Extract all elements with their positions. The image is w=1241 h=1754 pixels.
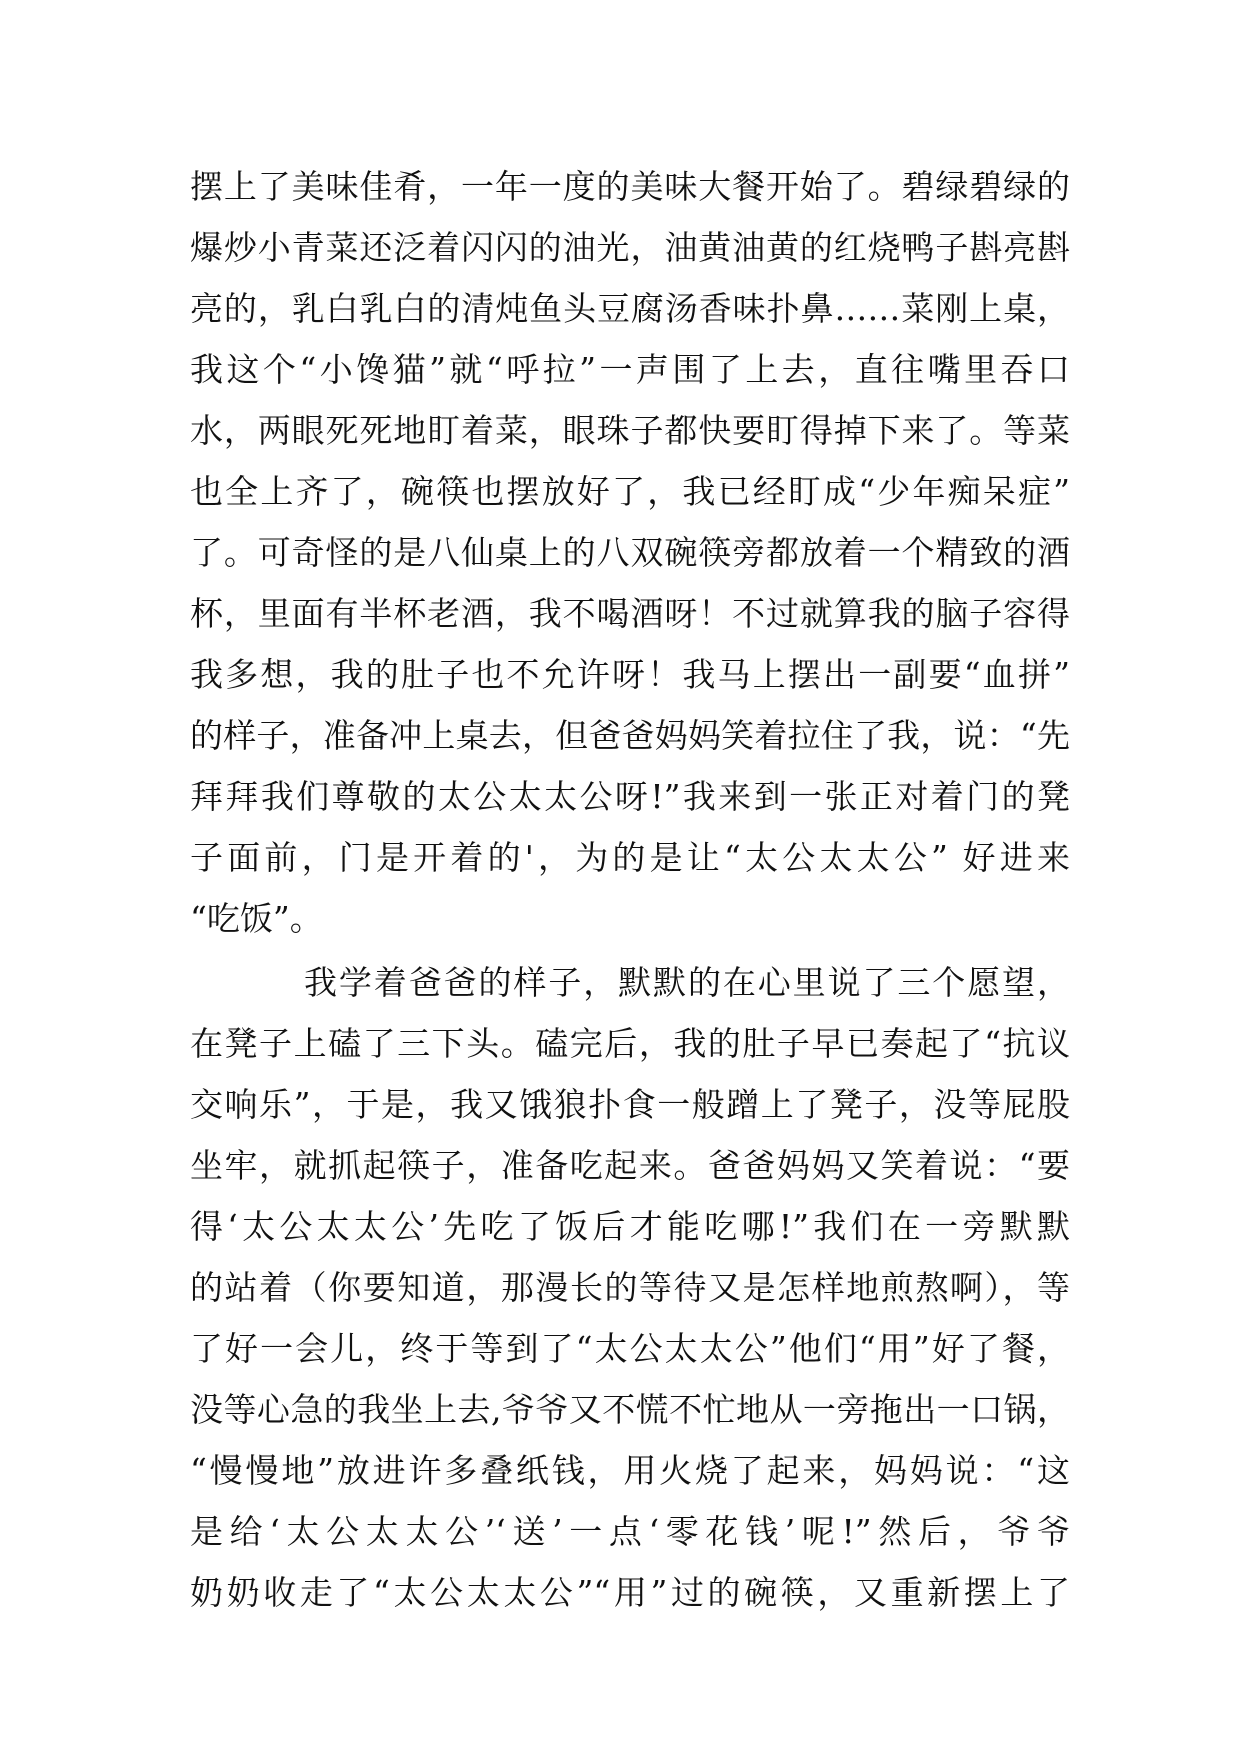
text-line: “吃饭”。: [190, 899, 323, 938]
text-line: 我多想，我的肚子也不允许呀！我马上摆出一副要“血拼”: [190, 655, 1070, 694]
text-line: 拜拜我们尊敬的太公太太公呀!”我来到一张正对着门的凳: [190, 777, 1070, 816]
paragraph-2: [190, 952, 1070, 1623]
text-line: 我学着爸爸的样子，默默的在心里说了三个愿望，: [304, 963, 1070, 1002]
text-line: 了好一会儿，终于等到了“太公太太公”他们“用”好了餐，: [190, 1329, 1070, 1368]
text-line: 交响乐”，于是，我又饿狼扑食一般蹭上了凳子，没等屁股: [190, 1085, 1070, 1124]
text-line: 在凳子上磕了三下头。磕完后，我的肚子早已奏起了“抗议: [190, 1024, 1070, 1063]
text-line: 爆炒小青菜还泛着闪闪的油光，油黄油黄的红烧鸭子斟亮斟: [190, 228, 1070, 267]
text-line: “慢慢地”放进许多叠纸钱，用火烧了起来，妈妈说：“这: [190, 1451, 1070, 1490]
paragraph-1: [190, 156, 1070, 949]
text-line: 的站着（你要知道，那漫长的等待又是怎样地煎熬啊），等: [190, 1268, 1070, 1307]
text-line: 子面前，门是开着的'，为的是让“太公太太公” 好进来: [190, 838, 1070, 877]
text-line: 得‘太公太太公’先吃了饭后才能吃哪!”我们在一旁默默: [190, 1207, 1070, 1246]
text-line: 没等心急的我坐上去,爷爷又不慌不忙地从一旁拖出一口锅，: [190, 1390, 1070, 1429]
text-line: 摆上了美味佳肴，一年一度的美味大餐开始了。碧绿碧绿的: [190, 167, 1070, 206]
text-line: 了。可奇怪的是八仙桌上的八双碗筷旁都放着一个精致的酒: [190, 533, 1070, 572]
text-line: 我这个“小馋猫”就“呼拉”一声围了上去，直往嘴里吞口: [190, 350, 1070, 389]
text-line: 亮的，乳白乳白的清炖鱼头豆腐汤香味扑鼻……菜刚上桌，: [190, 289, 1070, 328]
text-line: 是给‘太公太太公’‘送’一点‘零花钱’呢!”然后，爷爷: [190, 1512, 1070, 1551]
text-line: 也全上齐了，碗筷也摆放好了，我已经盯成“少年痴呆症”: [190, 472, 1070, 511]
body-text: [190, 156, 1070, 1623]
text-line: 的样子，准备冲上桌去，但爸爸妈妈笑着拉住了我，说：“先: [190, 716, 1070, 755]
text-line: 杯，里面有半杯老酒，我不喝酒呀！不过就算我的脑子容得: [190, 594, 1070, 633]
text-line: 坐牢，就抓起筷子，准备吃起来。爸爸妈妈又笑着说：“要: [190, 1146, 1070, 1185]
text-line: 奶奶收走了“太公太太公”“用”过的碗筷，又重新摆上了: [190, 1573, 1070, 1612]
text-line: 水，两眼死死地盯着菜，眼珠子都快要盯得掉下来了。等菜: [190, 411, 1070, 450]
